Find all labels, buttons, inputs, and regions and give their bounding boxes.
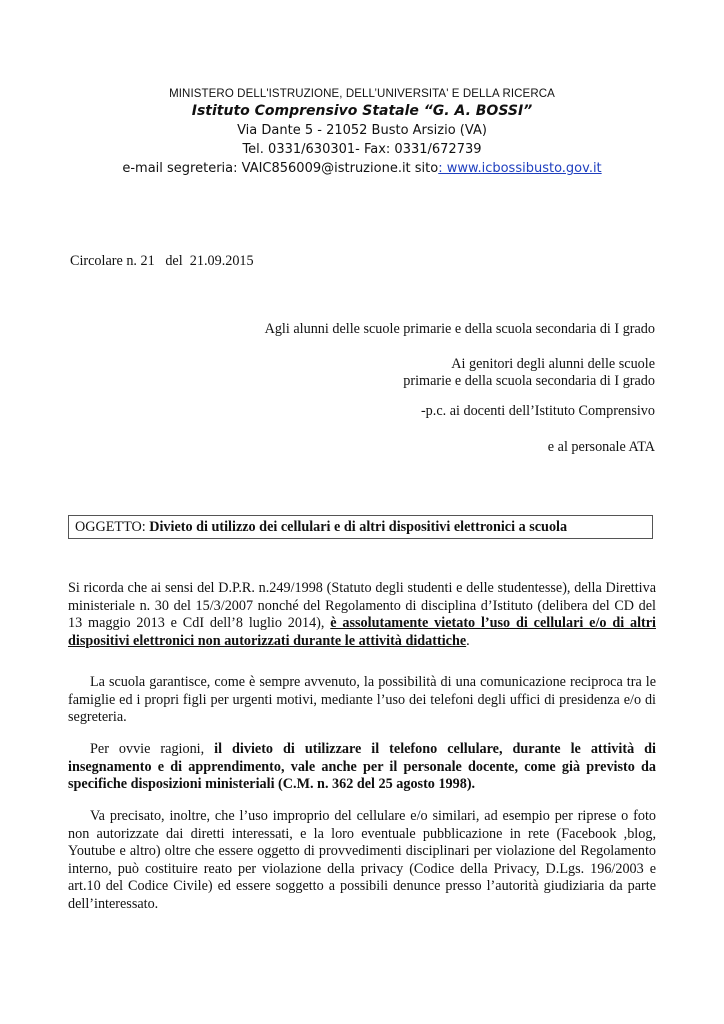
subject-colon: : [141,519,150,535]
subject-label: OGGETTO [75,519,142,535]
addressee-students: Agli alunni delle scuole primarie e della scuola secondaria di I grado [264,321,655,337]
school-name: Istituto Comprensivo Statale “G. A. BOSSI” [191,103,533,119]
website-link[interactable]: : www.icbossibusto.gov.it [438,161,602,176]
addressee-staff: e al personale ATA [547,439,655,455]
paragraph-communication: La scuola garantisce, come è sempre avvenuto, la possibilità di una comunicazione reciproca tra le famiglie ed i propri figli per urgenti motivi, mediante l’uso dei telefoni degli uffici di presidenza e/o di segreteria. [68,674,656,726]
school-address: Via Dante 5 - 21052 Busto Arsizio (VA) [237,123,487,138]
school-phone: Tel. 0331/630301- Fax: 0331/672739 [242,142,482,157]
paragraph-teachers-rule: il divieto di utilizzare il telefono cellulare, durante le attività di insegnamento e di apprendimento, vale anche per il personale docente, come già previsto da specifiche disposizioni ministeriali (C.M. n. 362 del 25 agosto 1998). [68,741,656,793]
paragraph-privacy: Va precisato, inoltre, che l’uso improprio del cellulare e/o similari, ad esempio per riprese o foto non autorizzate dai diretti interessati, e la loro eventuale pubblicazione in rete (Facebook ,blog, Youtube e altro) oltre che essere oggetto di provvedimenti disciplinari per violazione del Regolamento interno, può costituire reato per violazione della privacy (Codice della Privacy, D.Lgs. 196/2003 e art.10 del Codice Civile) ed essere soggetto a possibili denunce presso l’autorità giudiziaria da parte dell’interessato. [68,808,656,912]
school-contacts [0,159,724,178]
paragraph-regulations-intro: Si ricorda che ai sensi del D.P.R. n.249/1998 (Statuto degli studenti e delle studentesse), della Direttiva ministeriale n. 30 del 15/3/2007 nonché del Regolamento di disciplina d’Istituto (delibera del CD del 13 maggio 2013 e CdI dell’8 luglio 2014), [68,580,656,632]
addressee-teachers: -p.c. ai docenti dell’Istituto Comprensivo [420,403,655,419]
paragraph-teachers-intro: Per ovvie ragioni, [90,741,215,757]
subject-box [68,515,653,539]
subject-text: Divieto di utilizzo dei cellulari e di altri dispositivi elettronici a scuola [149,519,568,535]
paragraph-regulations-prohibition: è assolutamente vietato l’uso di cellulari e/o di altri dispositivi elettronici non autorizzati durante le attività didattiche [68,615,656,649]
email-text: e-mail segreteria: VAIC856009@istruzione.it sito [122,161,439,176]
circular-number: Circolare n. 21 del 21.09.2015 [70,253,254,269]
addressee-parents-line2: primarie e della scuola secondaria di I grado [403,373,655,389]
addressee-parents [403,356,655,390]
paragraph-teachers [68,741,656,794]
ministry-name: MINISTERO DELL'ISTRUZIONE, DELL’UNIVERSITA' E DELLA RICERCA [169,88,555,100]
paragraph-regulations-end: . [466,632,470,649]
letterhead [0,86,724,178]
paragraph-regulations [68,580,656,650]
addressee-parents-line1: Ai genitori degli alunni delle scuole [451,356,655,372]
